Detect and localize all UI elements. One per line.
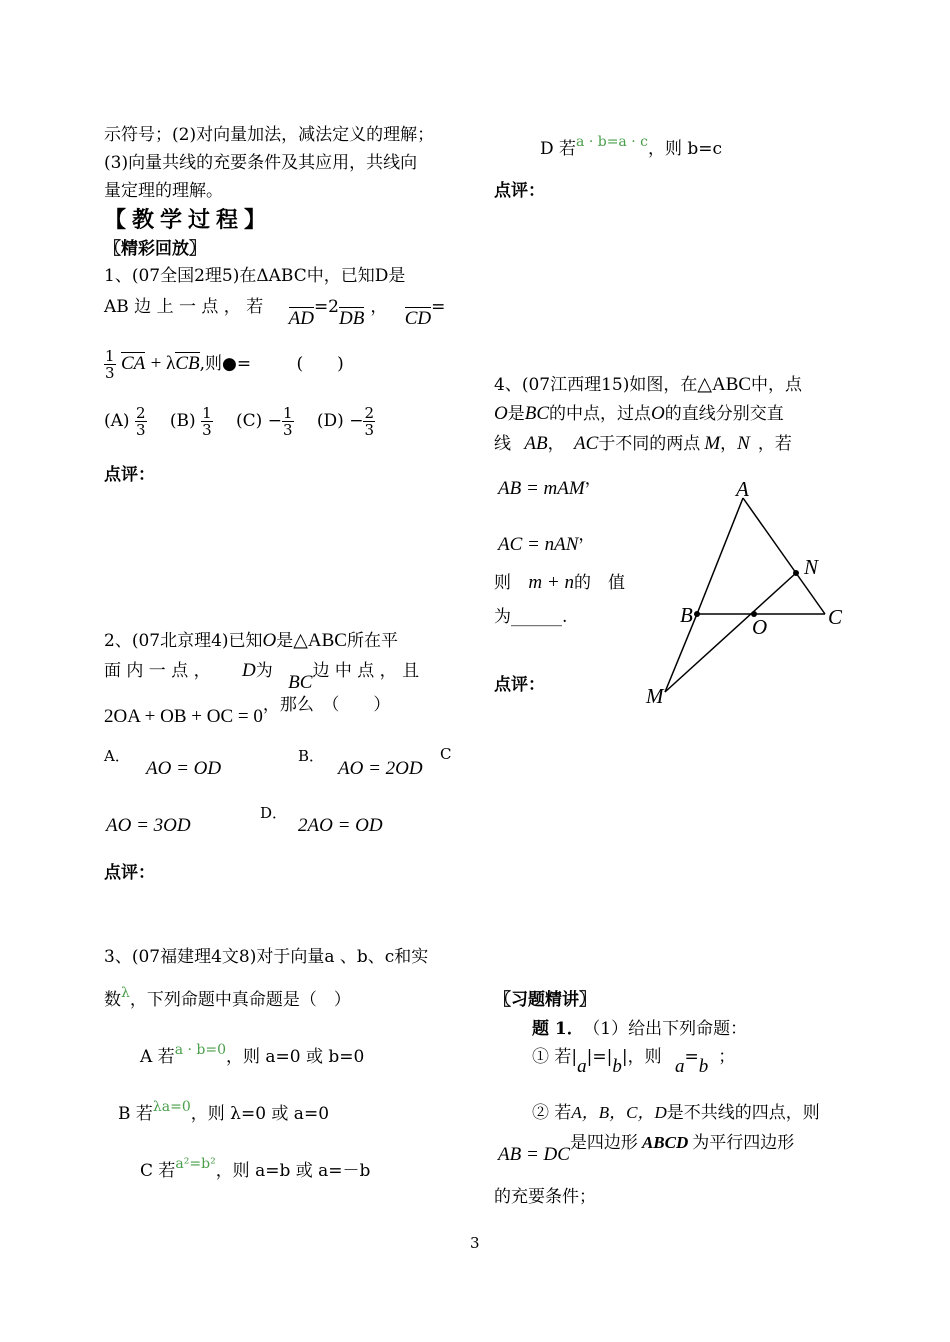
q3-line-2: 数$^\lambda$，下列命题中真命题是（ ） (104, 985, 351, 1010)
q3-option-c: C 若$^{a^2=b^2}$，则 a=b 或 a=－b (140, 1156, 371, 1181)
q4-line-3: 线 AB， AC于不同的两点 M，N ，若 (494, 433, 792, 454)
label-N: N (804, 555, 819, 579)
q4-line-2: O是BC的中点，过点O的直线分别交直 (494, 403, 784, 424)
q1-comma: ， (370, 297, 388, 317)
line-MN (665, 573, 796, 692)
q1-options (104, 405, 375, 438)
q3-option-b: B 若$^{\lambda a=0}$，则 λ=0 或 a=0 (118, 1099, 330, 1124)
q2-line-3: 2OA + OB + OC = 0，那么 （ ） (104, 695, 391, 727)
vec-CA: CA (120, 353, 146, 374)
q2-opt-a: AO = OD (146, 758, 222, 779)
q1-opt-a-label: (A) (104, 411, 130, 431)
q1-line-2 (104, 292, 446, 329)
review-title: 〖精彩回放〗 (104, 239, 206, 259)
intro-line-2: (3)向量共线的充要条件及其应用，共线向 (104, 153, 418, 173)
q1-line-1: 1、(07全国2理5)在ΔABC中，已知D是 (104, 266, 406, 286)
plus-lambda: + λ (150, 353, 176, 374)
q4-line-1: 4、(07江西理15)如图，在△ABC中，点 (494, 374, 803, 395)
q1-line-3 (104, 348, 344, 381)
q3-option-a: A 若$^{a \cdot b=0}$，则 a=0 或 b=0 (140, 1042, 365, 1067)
point-N (793, 570, 799, 576)
q2-opt-c-label: C (440, 745, 452, 763)
t1-item-2-line-2: AB = DC是四边形 ABCD 为平行四边形 (498, 1133, 795, 1165)
t1-item-2-line-3: 的充要条件； (494, 1187, 596, 1207)
q3-option-d: D 若$^{a \cdot b=a \cdot c}$，则 b=c (540, 134, 723, 159)
q2-opt-d: 2AO = OD (298, 815, 383, 836)
q1-opt-b-frac: $\frac{1}{3}$ (202, 404, 212, 439)
lambda-symbol: λ (121, 985, 130, 1001)
edge-AB (697, 498, 743, 614)
q1-eq2: =2 (313, 297, 339, 317)
q1-bracket: ( ) (296, 354, 344, 374)
q2-opt-a-label: A． (104, 747, 130, 765)
q1-opt-b-label: (B) (169, 411, 196, 431)
q3-line-1: 3、(07福建理4文8)对于向量a 、b、c和实 (104, 947, 429, 967)
exercise-title: 〖习题精讲〗 (494, 990, 596, 1010)
t1-item-2: ② 若A，B，C，D是不共线的四点，则 (532, 1103, 820, 1123)
q1-eq: = (431, 297, 446, 317)
triangle-figure (640, 470, 850, 710)
q1-opt-c-sign: − (267, 411, 282, 431)
process-title: 【教学过程】 (104, 207, 273, 233)
intro-line-3: 量定理的理解。 (104, 181, 223, 201)
q2-opt-b: AO = 2OD (338, 758, 423, 779)
q1-opt-c-label: (C) (236, 411, 263, 431)
vec-CB: CB (175, 353, 200, 374)
vec-AD: AD (288, 308, 314, 329)
intro-line-1: 示符号；(2)对向量加法，减法定义的理解； (104, 125, 435, 145)
q4-comment: 点评： (494, 675, 545, 695)
label-C: C (828, 605, 843, 629)
q1-text: AB 边 上 一 点 ， 若 (104, 297, 264, 317)
frac-1-3: $\frac{1}{3}$ (105, 347, 115, 382)
q4-eq-1: AB = mAM， (498, 469, 602, 499)
q2-line-1: 2、(07北京理4)已知O是△ABC所在平 (104, 630, 398, 651)
page-number: 3 (470, 1234, 480, 1252)
q1-comment: 点评： (104, 465, 155, 485)
t1-item-1: ① 若|a|=|b|，则 a=b ； (532, 1047, 736, 1077)
q4-line-6: 则 m + n的 值 (494, 572, 625, 593)
vec-DB: DB (339, 308, 365, 329)
q1-opt-c-frac: $\frac{1}{3}$ (282, 404, 293, 439)
t1-heading: 题 1． （1）给出下列命题： (532, 1019, 748, 1039)
q2-line-2: 面 内 一 点 ， D为 BC边 中 点 ， 且 (104, 660, 420, 693)
label-M: M (646, 684, 664, 708)
q4-eq-2: AC = nAN， (498, 525, 596, 555)
q1-opt-d-sign: − (349, 411, 364, 431)
q2-opt-d-label: D． (260, 804, 288, 822)
q1-opt-d-label: (D) (316, 411, 344, 431)
q3-comment: 点评： (494, 181, 545, 201)
q1-opt-d-frac: $\frac{2}{3}$ (364, 404, 375, 439)
q2-opt-c: AO = 3OD (106, 815, 191, 836)
q4-line-7: 为______. (494, 607, 568, 627)
label-O: O (752, 615, 768, 639)
q2-opt-b-label: B． (298, 747, 325, 765)
label-B: B (680, 603, 693, 627)
q1-opt-a-frac: $\frac{2}{3}$ (135, 404, 146, 439)
q1-tail: ,则●= (199, 354, 252, 374)
point-B (694, 611, 700, 617)
label-A: A (736, 477, 749, 501)
vec-CD: CD (404, 308, 432, 329)
q2-comment: 点评： (104, 863, 155, 883)
